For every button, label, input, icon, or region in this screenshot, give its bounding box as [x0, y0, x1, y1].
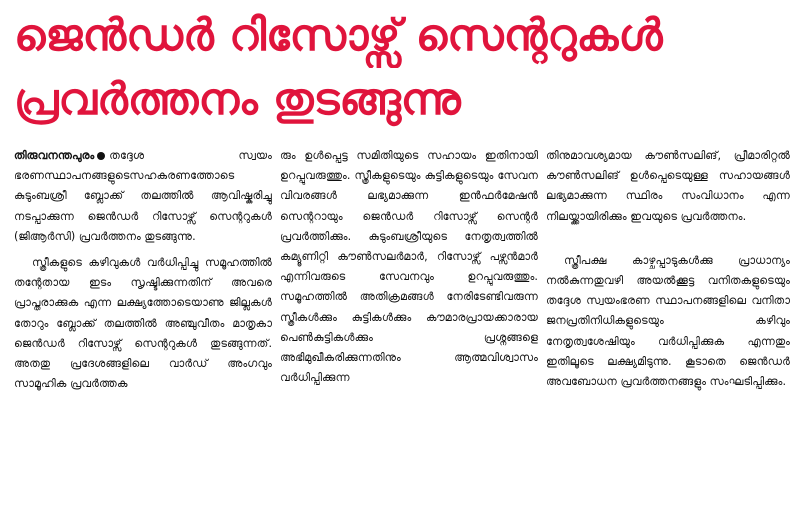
article-paragraph: സ്ത്രീപക്ഷ കാഴ്ചപ്പാടുകൾക്കു പ്രാധാന്യം നൽകുന്നതുവഴി അയൽക്കൂട്ട വനിതകളുടെയും തദ്ദേശ സ്വയംഭരണ സ്ഥാപനങ്ങളിലെ വനിതാ ജനപ്രതിനിധികളുടെയും കഴിവും നേതൃത്വശേഷിയും വർധിപ്പിക്കുക എന്നതും ഇതിലൂടെ ലക്ഷ്യമിടുന്നു. കൂടാതെ ജെൻഡർ അവബോധന പ്രവർത്തനങ്ങളും സംഘടിപ്പിക്കും. [546, 253, 790, 389]
headline-line-1: ജെൻഡർ റിസോഴ്സ് സെന്ററുകൾ [14, 10, 663, 61]
article-paragraph: സ്ത്രീകളുടെ കഴിവുകൾ വർധിപ്പിച്ചു സമൂഹത്തിൽ തന്റേതായ ഇടം സൃഷ്ടിക്കുന്നതിന് അവരെ പ്രാപ്തരാക്കുക എന്ന ലക്ഷ്യത്തോടെയാണു ജില്ലകൾ തോറും ബ്ലോക്ക് തലത്തിൽ അഞ്ചുവീതം മാതൃകാ ജെൻഡർ റിസോഴ്സ് സെന്ററുകൾ തുടങ്ങുന്നത്. അതതു പ്രദേശങ്ങളിലെ വാർഡ് അംഗവും സാമൂഹിക പ്രവർത്തക [14, 256, 272, 391]
paragraph-spacer [546, 233, 790, 251]
article-paragraph [14, 146, 272, 247]
headline [14, 4, 790, 132]
dateline: തിരുവനന്തപുരം [14, 149, 95, 162]
article-column-1 [14, 146, 272, 508]
article-column-2 [280, 146, 538, 508]
dateline-bullet-icon [97, 152, 105, 160]
paragraph-text: തദ്ദേശ സ്വയം ഭരണസ്ഥാപനങ്ങളുടെസഹകരണത്തോടെ കുടുംബശ്രീ ബ്ലോക്ക് തലത്തിൽ ആവിഷ്കരിച്ചു നടപ്പാക്കുന്ന ജെൻഡർ റിസോഴ്സ് സെന്ററുകൾ (ജിആർസി) പ്രവർത്തനം തുടങ്ങുന്നു. [14, 149, 272, 243]
article-body [14, 146, 790, 508]
article-column-3 [546, 146, 790, 508]
article-paragraph: രും ഉൾപ്പെട്ട സമിതിയുടെ സഹായം ഇതിനായി ഉറപ്പുവരുത്തും. സ്ത്രീകളുടെയും കുട്ടികളുടെയും സേവന വിവരങ്ങൾ ലഭ്യമാക്കുന്ന ഇൻഫർമേഷൻ സെന്ററായും ജെൻഡർ റിസോഴ്സ് സെന്റർ പ്രവർത്തിക്കും. കുടുംബശ്രീയുടെ നേതൃത്വത്തിൽ കമ്യൂണിറ്റി കൗൺസലർമാർ, റിസോഴ്സ് പഴ്സൻമാർ എന്നിവരുടെ സേവനവും ഉറപ്പുവരുത്തും. സമൂഹത്തിൽ അതിക്രമങ്ങൾ നേരിടേണ്ടിവരുന്ന സ്ത്രീകൾക്കും കുട്ടികൾക്കും കൗമാരപ്രായക്കാരായ പെൺകുട്ടികൾക്കും പ്രശ്നങ്ങളെ അഭിമുഖീകരിക്കുന്നതിനും ആത്മവിശ്വാസം വർധിപ്പിക്കുന്ന [280, 149, 538, 385]
headline-line-2: പ്രവർത്തനം തുടങ്ങുന്നു [14, 74, 461, 125]
article-paragraph: തിനുമാവശ്യമായ കൗൺസലിങ്, പ്രീമാരിറ്റൽ കൗൺസലിങ് ഉൾപ്പെടെയുള്ള സഹായങ്ങൾ ലഭ്യമാക്കുന്ന സ്ഥിരം സംവിധാനം എന്ന നിലയ്ക്കായിരിക്കും ഇവയുടെ പ്രവർത്തനം. [546, 149, 790, 223]
